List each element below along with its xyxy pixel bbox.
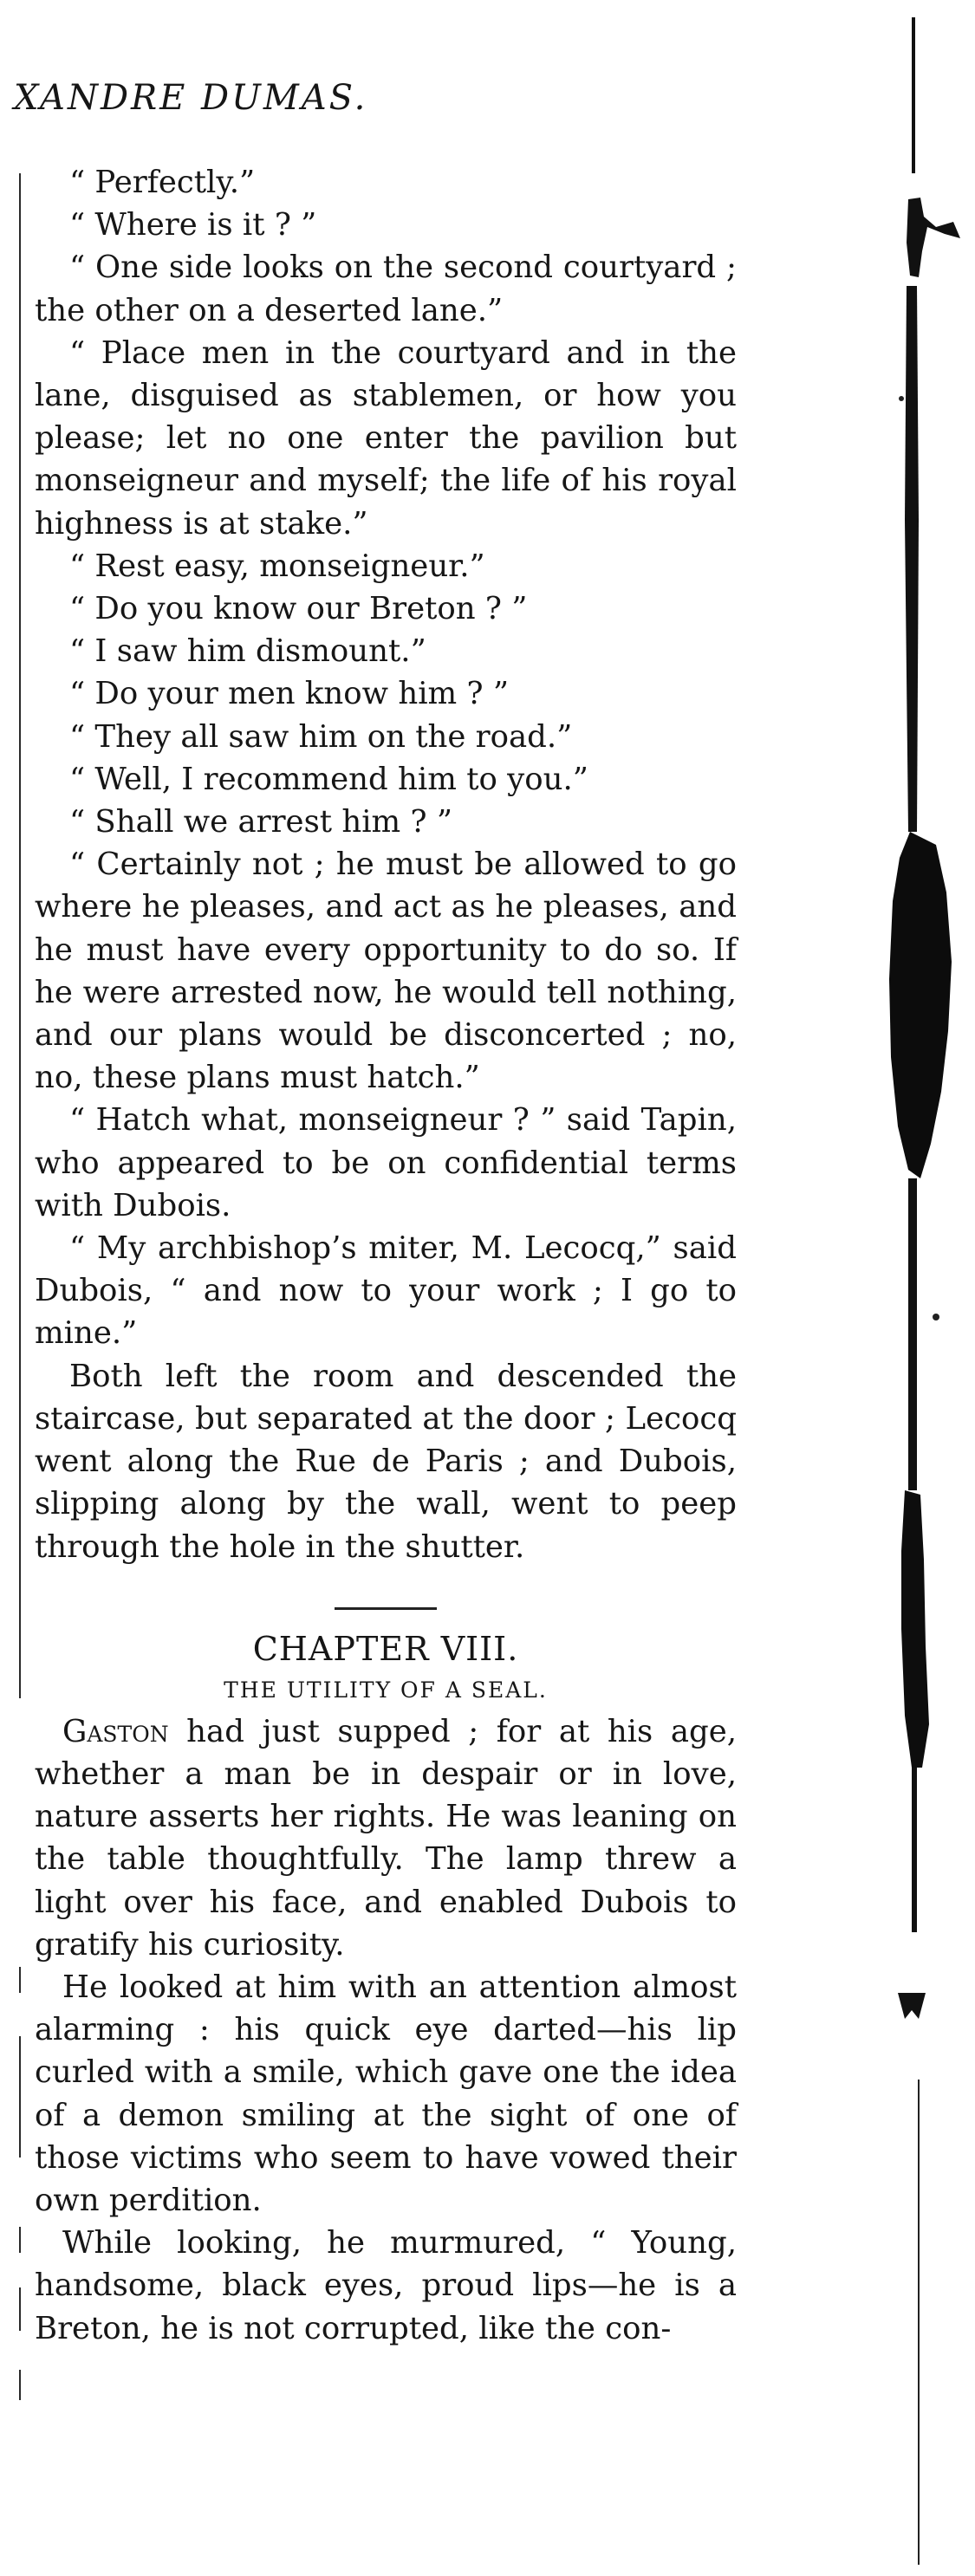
paragraph: “ Hatch what, monseigneur ? ” said Tapin, who appeared to be on confidential terms with Dubois. — [35, 1102, 737, 1223]
paragraph: “ Well, I recommend him to you.” — [69, 761, 588, 797]
paragraph: “ One side looks on the second courtyard ; the other on a deserted lane.” — [35, 250, 737, 328]
paragraph: Both left the room and descended the staircase, but separated at the door ; Lecocq went along the Rue de Paris ; and Dubois, slipping along by the wall, went to peep through the hole in the shutter. — [35, 1358, 737, 1565]
chapter-title: CHAPTER VIII. — [252, 1629, 519, 1668]
paragraph: “ Where is it ? ” — [69, 207, 317, 243]
paragraph: “ Do your men know him ? ” — [69, 676, 509, 712]
running-head: XANDRE DUMAS. — [14, 78, 368, 118]
margin-line — [19, 1967, 21, 1993]
lead-word: Gaston — [62, 1713, 169, 1749]
margin-line — [19, 2287, 21, 2331]
margin-line — [19, 2227, 21, 2253]
paragraph — [35, 1710, 737, 1966]
paragraph: “ Shall we arrest him ? ” — [69, 804, 452, 840]
paragraph: He looked at him with an attention almost alarming : his quick eye darted—his lip curled with a smile, which gave one the idea of a demon smiling at the sight of one of those victims who seem to have vowed their own perdition. — [35, 1969, 737, 2218]
paragraph: “ I saw him dismount.” — [69, 633, 426, 670]
paragraph: “ Perfectly.” — [69, 165, 256, 200]
margin-line — [19, 2036, 21, 2157]
section-divider — [335, 1607, 437, 1610]
margin-line — [19, 173, 21, 1698]
text-column — [35, 161, 737, 2350]
margin-line — [19, 2370, 21, 2400]
scan-ink-artifact — [815, 0, 975, 2576]
paragraph: “ Rest easy, monseigneur.” — [69, 548, 485, 584]
paragraph: “ Certainly not ; he must be allowed to go where he pleases, and act as he pleases, and he must have every opportunity to do so. If he were arrested now, he would tell nothing, and our plans would be disconcerted ; no, no, these plans must hatch.” — [35, 847, 737, 1096]
paragraph: “ Do you know our Breton ? ” — [69, 591, 528, 627]
paragraph: “ My archbishop’s miter, M. Lecocq,” said Dubois, “ and now to your work ; I go to mine.” — [35, 1230, 737, 1352]
paragraph-text: had just supped ; for at his age, whether a man be in despair or in love, nature asserts her rights. He was leaning on the table thoughtfully. The lamp threw a light over his face, and enabled Dubois to gratify his curiosity. — [35, 1713, 737, 1963]
chapter-subtitle: THE UTILITY OF A SEAL. — [224, 1677, 548, 1703]
paragraph: While looking, he murmured, “ Young, handsome, black eyes, proud lips—he is a Breton, he is not corrupted, like the con- — [35, 2225, 737, 2346]
paragraph: “ Place men in the courtyard and in the lane, disguised as stablemen, or how you please; let no one enter the pavilion but monseigneur and myself; the life of his royal highness is at stake.” — [35, 334, 737, 542]
paragraph: “ They all saw him on the road.” — [69, 718, 573, 755]
